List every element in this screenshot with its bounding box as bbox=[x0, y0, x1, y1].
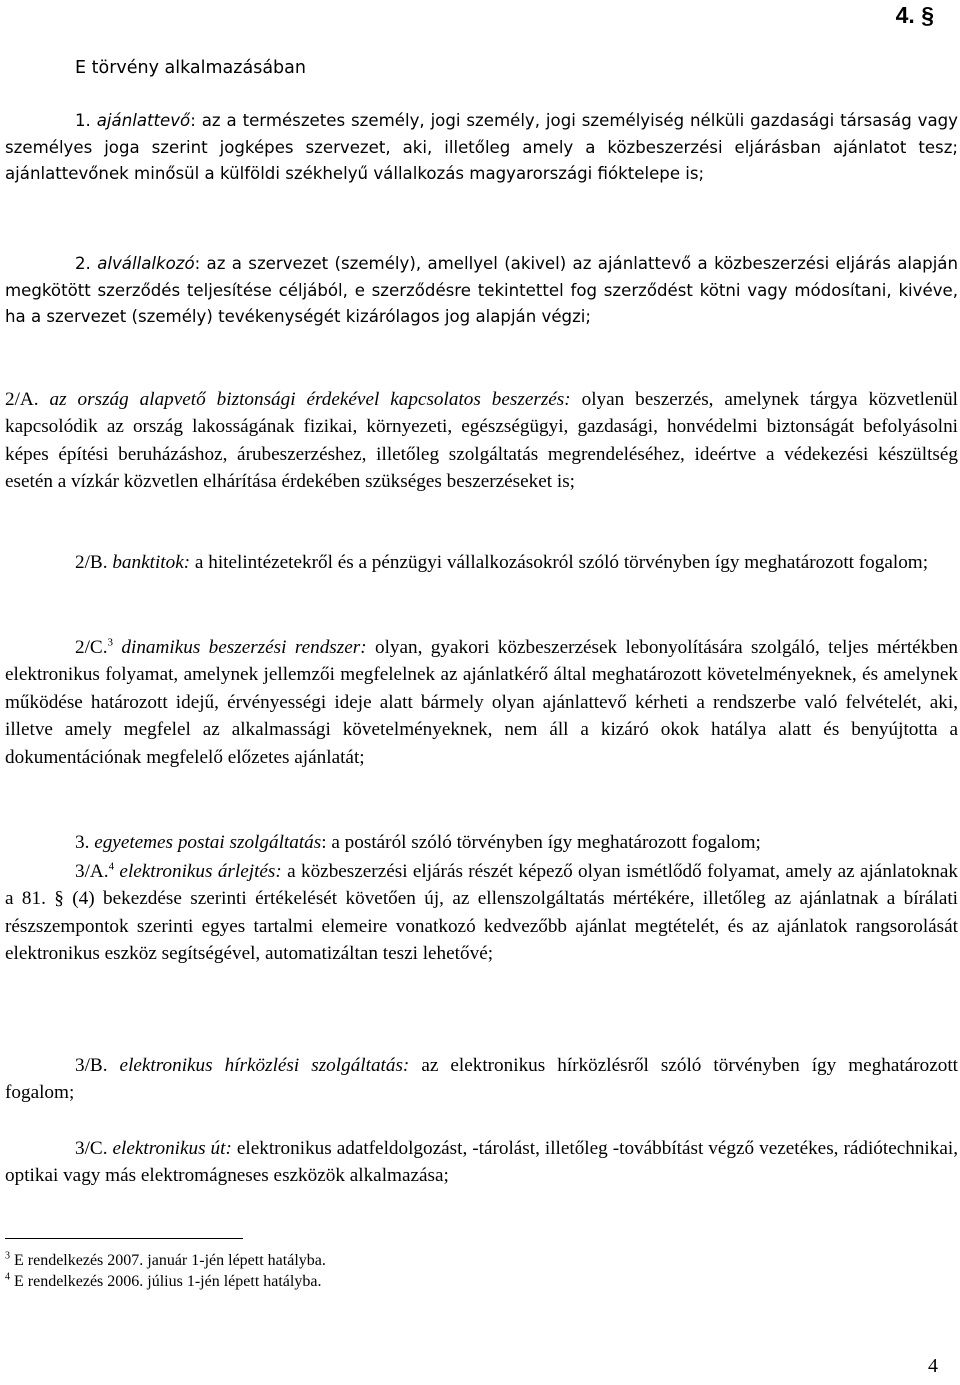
definition-term: dinamikus beszerzési rendszer: bbox=[121, 637, 367, 658]
section-number: 4. § bbox=[895, 2, 934, 28]
definition-separator: : bbox=[190, 111, 196, 130]
definition-term: banktitok: bbox=[112, 552, 191, 573]
definition-body: a hitelintézetekről és a pénzügyi vállalkozásokról szóló törvényben így meghatározott fogalom; bbox=[190, 552, 929, 573]
definition-3c bbox=[5, 1135, 958, 1190]
definition-body: a postáról szóló törvényben így meghatározott fogalom; bbox=[326, 832, 761, 853]
definition-body: olyan, gyakori közbeszerzések lebonyolítására szolgáló, teljes mértékben elektronikus folyamat, amelynek jellemzői megfelelnek az ajánlatkérő által meghatározott követelményeknek, és amelynek működése határozott idejű, érvényességi ideje alatt bármely olyan ajánlattevő kérheti a rendszerbe való felvételét, aki, illetve amely megfelel az alkalmassági követelményeknek, nem áll a kizáró okok hatálya alatt és benyújtotta a dokumentációnak megfelelő előzetes ajánlatát; bbox=[5, 637, 958, 768]
definition-term: alvállalkozó bbox=[97, 254, 195, 273]
footnote-text: E rendelkezés 2007. január 1-jén lépett hatályba. bbox=[10, 1252, 326, 1269]
definition-2b bbox=[5, 549, 958, 576]
definition-3 bbox=[5, 829, 958, 856]
definition-term: elektronikus hírközlési szolgáltatás: bbox=[119, 1055, 410, 1076]
definition-3a bbox=[5, 858, 958, 968]
definition-number: 2. bbox=[75, 254, 91, 273]
footnote-mark: 3 bbox=[5, 1250, 10, 1262]
definition-number: 3/C. bbox=[75, 1138, 108, 1159]
footnote-text: E rendelkezés 2006. július 1-jén lépett hatályba. bbox=[10, 1273, 322, 1290]
definition-term: elektronikus árlejtés: bbox=[119, 861, 282, 882]
definition-term: egyetemes postai szolgáltatás bbox=[94, 832, 322, 853]
definition-1 bbox=[5, 108, 958, 188]
definition-number: 3/B. bbox=[75, 1055, 108, 1076]
definition-body: az a szervezet (személy), amellyel (akivel) az ajánlattevő a közbeszerzési eljárás alapján megkötött szerződés teljesítése céljából, e szerződésre tekintettel fog szerződést kötni vagy módosítani, kivéve, ha a szervezet (személy) tevékenységét kizárólagos jog alapján végzi; bbox=[5, 254, 958, 326]
footnote-ref: 4 bbox=[108, 860, 115, 873]
definition-number: 3/A. bbox=[75, 861, 109, 882]
footnote-mark: 4 bbox=[5, 1271, 10, 1283]
section-title: E törvény alkalmazásában bbox=[75, 58, 306, 78]
definition-body: elektronikus adatfeldolgozást, -tárolást, illetőleg -továbbítást végző vezetékes, rádiótechnikai, optikai vagy más elektromágneses eszközök alkalmazása; bbox=[5, 1138, 958, 1187]
definition-3b bbox=[5, 1052, 958, 1107]
definition-separator: : bbox=[194, 254, 201, 273]
footnote-ref: 3 bbox=[107, 636, 114, 649]
definition-term: az ország alapvető biztonsági érdekével kapcsolatos beszerzés: bbox=[49, 389, 571, 410]
definition-2a bbox=[5, 386, 958, 496]
definition-term: elektronikus út: bbox=[112, 1138, 232, 1159]
definition-separator: : bbox=[321, 832, 327, 853]
footnote-3 bbox=[5, 1251, 326, 1270]
definition-body: a közbeszerzési eljárás részét képező olyan ismétlődő folyamat, amely az ajánlatoknak a 81. § (4) bekezdése szerinti értékelését követően új, az ellenszolgáltatás mértékére, illetőleg az ajánlatnak a bírálati részszempontok szerinti egyes tartalmi elemeire vonatkozó kedvezőbb ajánlat megtételét, és az ajánlatok rangsorolását elektronikus eszköz segítségével, automatizáltan teszi lehetővé; bbox=[5, 861, 958, 965]
definition-2c bbox=[5, 634, 958, 771]
footnote-separator bbox=[5, 1238, 243, 1239]
footnote-4 bbox=[5, 1272, 321, 1291]
definition-body: az a természetes személy, jogi személy, jogi személyiség nélküli gazdasági társaság vagy személyes joga szerint jogképes szervezet, aki, illetőleg amely a közbeszerzési eljárásban ajánlatot tesz; ajánlattevőnek minősül a külföldi székhelyű vállalkozás magyarországi fióktelepe is; bbox=[5, 111, 958, 183]
definition-number: 3. bbox=[75, 832, 90, 853]
definition-body: olyan beszerzés, amelynek tárgya közvetlenül kapcsolódik az ország lakosságának fizikai, környezeti, egészségügyi, gazdasági, honvédelmi biztonságát befolyásolni képes építési beruházáshoz, árubeszerzéshez, illetőleg szolgáltatás megrendeléséhez, ideértve a védekezési készültség esetén a vízkár közvetlen elhárítása érdekében szükséges beszerzéseket is; bbox=[5, 389, 958, 493]
page-number: 4 bbox=[928, 1355, 938, 1377]
definition-term: ajánlattevő bbox=[96, 111, 191, 130]
definition-number: 2/C. bbox=[75, 637, 108, 658]
definition-number: 2/B. bbox=[75, 552, 108, 573]
definition-2 bbox=[5, 251, 958, 331]
definition-number: 1. bbox=[75, 111, 91, 130]
definition-body: az elektronikus hírközlésről szóló törvényben így meghatározott fogalom; bbox=[5, 1055, 958, 1104]
definition-number: 2/A. bbox=[5, 389, 39, 410]
